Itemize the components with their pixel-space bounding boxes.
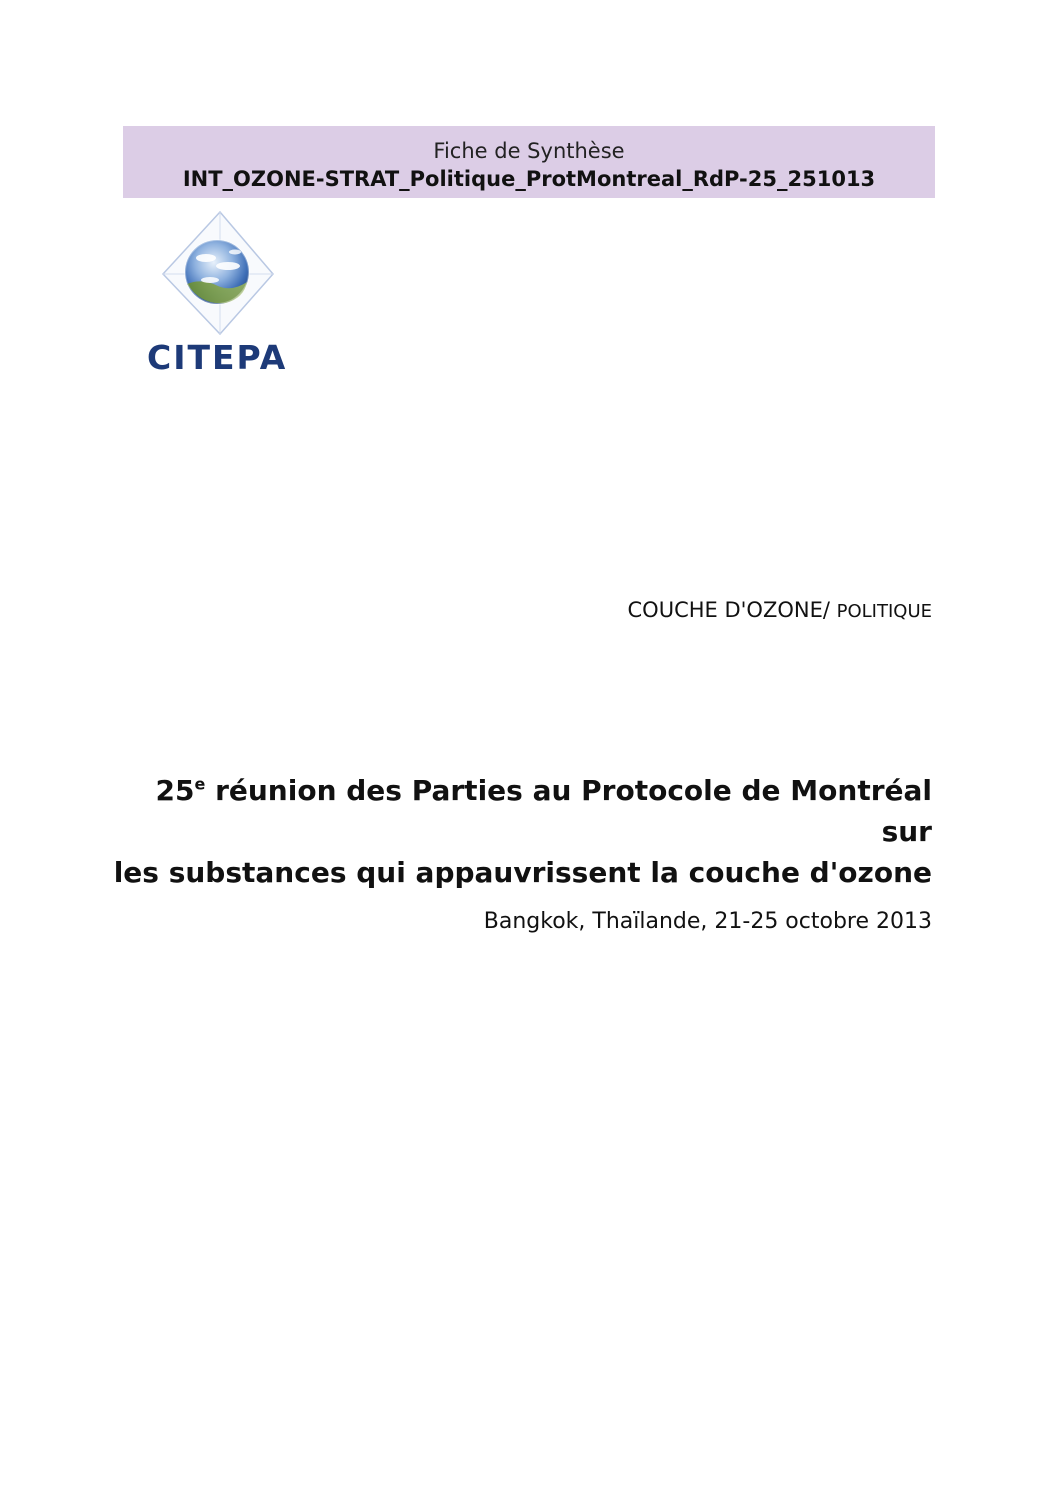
section-sub: POLITIQUE — [836, 601, 932, 622]
citepa-logo — [140, 208, 310, 383]
title-ordinal: e — [194, 774, 206, 794]
section-main: COUCHE D'OZONE/ — [627, 598, 830, 622]
section-label — [628, 596, 932, 626]
page-title — [112, 770, 932, 893]
title-line1-rest: réunion des Parties au Protocole de Montréal sur — [205, 774, 932, 848]
citepa-globe-diamond-logo-icon — [140, 208, 310, 338]
document-code: INT_OZONE-STRAT_Politique_ProtMontreal_RdP-25_251013 — [182, 167, 876, 191]
title-number: 25 — [155, 774, 195, 807]
title-line2: les substances qui appauvrissent la couche d'ozone — [113, 856, 932, 889]
header-band — [123, 126, 935, 198]
meeting-place-date: Bangkok, Thaïlande, 21-25 octobre 2013 — [483, 909, 932, 934]
document-type-label: Fiche de Synthèse — [433, 139, 625, 163]
logo-text: CITEPA — [147, 338, 288, 377]
